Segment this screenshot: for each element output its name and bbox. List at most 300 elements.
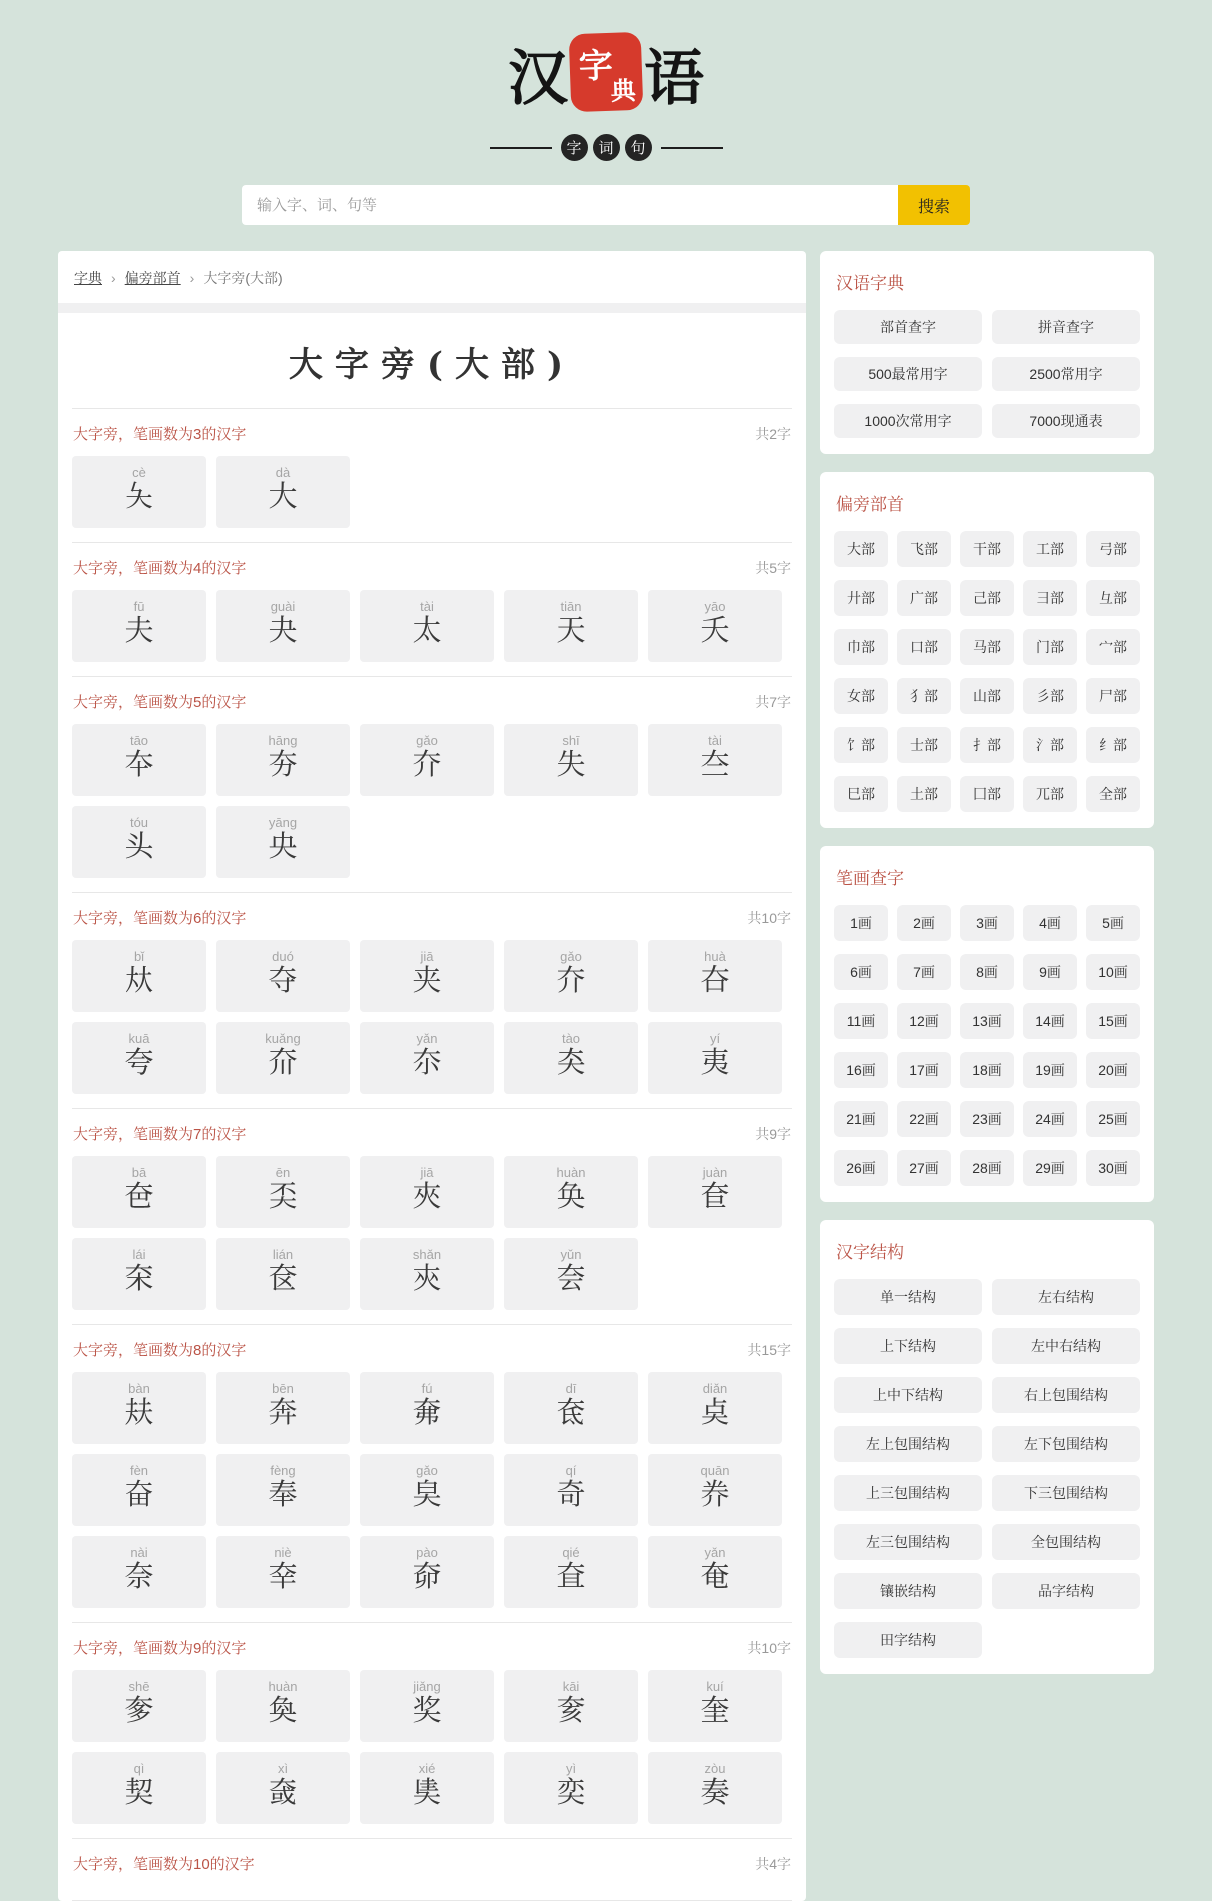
char-pinyin: shē bbox=[128, 1679, 150, 1694]
section-count: 共7字 bbox=[755, 693, 791, 710]
stroke-link-button[interactable]: 21画 bbox=[834, 1101, 888, 1137]
char-card[interactable] bbox=[72, 806, 206, 878]
char-card[interactable] bbox=[72, 1238, 206, 1310]
breadcrumb-separator: › bbox=[189, 270, 195, 286]
logo-subtitle-char: 句 bbox=[625, 134, 652, 161]
stroke-link-button[interactable]: 26画 bbox=[834, 1150, 888, 1186]
structure-link-button[interactable]: 全包围结构 bbox=[992, 1524, 1140, 1560]
stroke-link-button[interactable]: 28画 bbox=[960, 1150, 1014, 1186]
stroke-link-button[interactable]: 9画 bbox=[1023, 954, 1077, 990]
section-count: 共5字 bbox=[755, 559, 791, 576]
sidebar bbox=[820, 251, 1154, 1674]
char-glyph: 头 bbox=[124, 829, 154, 863]
char-glyph: 奔 bbox=[268, 1395, 298, 1429]
breadcrumb-divider-band bbox=[58, 303, 806, 313]
radical-link-button[interactable]: 土部 bbox=[897, 776, 951, 812]
char-pinyin: guài bbox=[270, 599, 296, 614]
char-card[interactable] bbox=[504, 724, 638, 796]
radical-link-button[interactable]: 纟部 bbox=[1086, 727, 1140, 763]
char-card[interactable] bbox=[216, 724, 350, 796]
char-glyph: 央 bbox=[268, 829, 298, 863]
char-pinyin: lián bbox=[272, 1247, 294, 1262]
char-glyph: 奒 bbox=[556, 1693, 586, 1727]
char-glyph: 奆 bbox=[700, 1179, 730, 1213]
char-card[interactable] bbox=[360, 1536, 494, 1608]
char-card[interactable] bbox=[504, 1372, 638, 1444]
char-pinyin: fú bbox=[421, 1381, 433, 1396]
stroke-link-button[interactable]: 13画 bbox=[960, 1003, 1014, 1039]
char-pinyin: jiǎng bbox=[413, 1679, 441, 1694]
char-card[interactable] bbox=[360, 590, 494, 662]
radical-link-button[interactable]: 广部 bbox=[897, 580, 951, 616]
char-glyph: 失 bbox=[556, 747, 586, 781]
char-glyph: 奍 bbox=[700, 1477, 730, 1511]
char-pinyin: bēn bbox=[272, 1381, 294, 1396]
char-glyph: 奌 bbox=[700, 1395, 730, 1429]
stroke-links bbox=[834, 905, 1140, 1186]
stroke-link-button[interactable]: 3画 bbox=[960, 905, 1014, 941]
char-pinyin: gǎo bbox=[416, 733, 438, 748]
char-card[interactable] bbox=[360, 1238, 494, 1310]
char-card[interactable] bbox=[648, 1752, 782, 1824]
section-strokes-5 bbox=[72, 677, 792, 893]
char-pinyin: huà bbox=[704, 949, 726, 964]
stroke-link-button[interactable]: 7画 bbox=[897, 954, 951, 990]
section-count: 共10字 bbox=[747, 1639, 791, 1656]
char-card[interactable] bbox=[216, 1156, 350, 1228]
char-pinyin: quān bbox=[700, 1463, 730, 1478]
char-card[interactable] bbox=[504, 590, 638, 662]
stroke-link-button[interactable]: 15画 bbox=[1086, 1003, 1140, 1039]
char-glyph: 夶 bbox=[124, 963, 154, 997]
char-glyph: 㚜 bbox=[268, 1775, 298, 1809]
section-header: 大字旁，笔画数为3的汉字 bbox=[73, 426, 247, 443]
stroke-link-button[interactable]: 11画 bbox=[834, 1003, 888, 1039]
radical-link-button[interactable]: 巾部 bbox=[834, 629, 888, 665]
char-pinyin: qí bbox=[565, 1463, 577, 1478]
site-header bbox=[0, 0, 1212, 225]
radical-link-button[interactable]: 氵部 bbox=[1023, 727, 1077, 763]
char-pinyin: dī bbox=[565, 1381, 577, 1396]
char-card[interactable] bbox=[648, 1372, 782, 1444]
section-header: 大字旁，笔画数为6的汉字 bbox=[73, 910, 247, 927]
structure-link-button[interactable]: 田字结构 bbox=[834, 1622, 982, 1658]
dictionary-links bbox=[834, 310, 1140, 438]
char-card[interactable] bbox=[648, 1670, 782, 1742]
breadcrumb-separator: › bbox=[111, 270, 116, 286]
char-pinyin: kāi bbox=[562, 1679, 580, 1694]
char-pinyin: tóu bbox=[129, 815, 149, 830]
stroke-link-button[interactable]: 12画 bbox=[897, 1003, 951, 1039]
char-card[interactable] bbox=[504, 1454, 638, 1526]
structure-link-button[interactable]: 上下结构 bbox=[834, 1328, 982, 1364]
radical-link-button[interactable]: 己部 bbox=[960, 580, 1014, 616]
char-card[interactable] bbox=[216, 456, 350, 528]
radical-link-button[interactable]: 全部 bbox=[1086, 776, 1140, 812]
dictionary-link-button[interactable]: 拼音查字 bbox=[992, 310, 1140, 344]
section-strokes-7 bbox=[72, 1109, 792, 1325]
radical-link-button[interactable]: 飞部 bbox=[897, 531, 951, 567]
radical-link-button[interactable]: 扌部 bbox=[960, 727, 1014, 763]
char-card[interactable] bbox=[216, 806, 350, 878]
char-glyph: 大 bbox=[268, 479, 298, 513]
radical-link-button[interactable]: 大部 bbox=[834, 531, 888, 567]
char-pinyin: gǎo bbox=[416, 1463, 438, 1478]
char-card[interactable] bbox=[360, 1372, 494, 1444]
char-pinyin: duó bbox=[272, 949, 294, 964]
radical-link-button[interactable]: 口部 bbox=[897, 629, 951, 665]
char-card[interactable] bbox=[72, 1156, 206, 1228]
char-glyph: 奄 bbox=[700, 1559, 730, 1593]
char-glyph: 奎 bbox=[700, 1693, 730, 1727]
char-pinyin: juàn bbox=[702, 1165, 728, 1180]
logo-subtitle bbox=[0, 134, 1212, 161]
char-glyph: 㚕 bbox=[412, 1395, 442, 1429]
char-glyph: 奃 bbox=[556, 1395, 586, 1429]
panel-strokes-title: 笔画查字 bbox=[836, 869, 904, 888]
radical-link-button[interactable]: 工部 bbox=[1023, 531, 1077, 567]
panel-dictionary-title: 汉语字典 bbox=[836, 274, 904, 293]
panel-radicals-title: 偏旁部首 bbox=[836, 495, 904, 514]
char-glyph: 夰 bbox=[412, 747, 442, 781]
char-card[interactable] bbox=[504, 940, 638, 1012]
char-card[interactable] bbox=[216, 1238, 350, 1310]
dictionary-link-button[interactable]: 1000次常用字 bbox=[834, 404, 982, 438]
char-pinyin: bā bbox=[131, 1165, 147, 1180]
char-card[interactable] bbox=[504, 1022, 638, 1094]
char-card[interactable] bbox=[72, 1536, 206, 1608]
radical-link-button[interactable]: 弓部 bbox=[1086, 531, 1140, 567]
stroke-link-button[interactable]: 24画 bbox=[1023, 1101, 1077, 1137]
char-card[interactable] bbox=[360, 1670, 494, 1742]
char-pinyin: zòu bbox=[704, 1761, 726, 1776]
char-pinyin: yí bbox=[709, 1031, 721, 1046]
char-card[interactable] bbox=[504, 1536, 638, 1608]
char-card[interactable] bbox=[216, 1454, 350, 1526]
stroke-link-button[interactable]: 2画 bbox=[897, 905, 951, 941]
char-glyph: 夫 bbox=[124, 613, 154, 647]
panel-structures-title: 汉字结构 bbox=[836, 1243, 904, 1262]
char-grid bbox=[72, 1372, 792, 1608]
char-card[interactable] bbox=[648, 1536, 782, 1608]
char-glyph: 夬 bbox=[268, 613, 298, 647]
search-input[interactable] bbox=[242, 185, 898, 225]
stroke-link-button[interactable]: 16画 bbox=[834, 1052, 888, 1088]
stroke-link-button[interactable]: 19画 bbox=[1023, 1052, 1077, 1088]
stroke-link-button[interactable]: 14画 bbox=[1023, 1003, 1077, 1039]
section-header: 大字旁，笔画数为5的汉字 bbox=[73, 694, 247, 711]
stroke-link-button[interactable]: 17画 bbox=[897, 1052, 951, 1088]
stroke-link-button[interactable]: 10画 bbox=[1086, 954, 1140, 990]
stroke-link-button[interactable]: 23画 bbox=[960, 1101, 1014, 1137]
search-button[interactable]: 搜索 bbox=[898, 185, 970, 225]
stroke-link-button[interactable]: 22画 bbox=[897, 1101, 951, 1137]
char-card[interactable] bbox=[216, 1536, 350, 1608]
char-card[interactable] bbox=[72, 590, 206, 662]
char-card[interactable] bbox=[360, 1752, 494, 1824]
dictionary-link-button[interactable]: 500最常用字 bbox=[834, 357, 982, 391]
char-pinyin: kuā bbox=[128, 1031, 150, 1046]
char-glyph: 奂 bbox=[556, 1179, 586, 1213]
char-pinyin: fèng bbox=[270, 1463, 296, 1478]
char-pinyin: tāo bbox=[129, 733, 149, 748]
section-strokes-3 bbox=[72, 409, 792, 543]
structure-link-button[interactable]: 左下包围结构 bbox=[992, 1426, 1140, 1462]
char-card[interactable] bbox=[72, 1022, 206, 1094]
char-glyph: 夻 bbox=[700, 963, 730, 997]
section-header: 大字旁，笔画数为9的汉字 bbox=[73, 1640, 247, 1657]
char-glyph: 㚗 bbox=[556, 1559, 586, 1593]
char-card[interactable] bbox=[216, 1670, 350, 1742]
char-pinyin: huàn bbox=[556, 1165, 586, 1180]
char-glyph: 奈 bbox=[124, 1559, 154, 1593]
char-glyph: 契 bbox=[124, 1775, 154, 1809]
radical-link-button[interactable]: 巳部 bbox=[834, 776, 888, 812]
stroke-link-button[interactable]: 5画 bbox=[1086, 905, 1140, 941]
char-card[interactable] bbox=[648, 1454, 782, 1526]
structure-link-button[interactable]: 左三包围结构 bbox=[834, 1524, 982, 1560]
radical-link-button[interactable]: 马部 bbox=[960, 629, 1014, 665]
logo-line-right bbox=[661, 147, 723, 149]
stroke-link-button[interactable]: 20画 bbox=[1086, 1052, 1140, 1088]
char-pinyin: shǎn bbox=[412, 1247, 442, 1262]
radical-link-button[interactable]: 尸部 bbox=[1086, 678, 1140, 714]
breadcrumb-current: 大字旁(大部) bbox=[203, 270, 283, 286]
char-glyph: 太 bbox=[412, 613, 442, 647]
char-glyph: 奇 bbox=[556, 1477, 586, 1511]
char-card[interactable] bbox=[72, 1454, 206, 1526]
structure-link-button[interactable]: 上三包围结构 bbox=[834, 1475, 982, 1511]
char-card[interactable] bbox=[216, 1022, 350, 1094]
radical-link-button[interactable]: 廾部 bbox=[834, 580, 888, 616]
char-card[interactable] bbox=[360, 1454, 494, 1526]
radical-link-button[interactable]: 女部 bbox=[834, 678, 888, 714]
char-card[interactable] bbox=[648, 1156, 782, 1228]
stroke-link-button[interactable]: 27画 bbox=[897, 1150, 951, 1186]
char-pinyin: shī bbox=[562, 733, 580, 748]
structure-link-button[interactable]: 单一结构 bbox=[834, 1279, 982, 1315]
char-grid bbox=[72, 1670, 792, 1824]
char-card[interactable] bbox=[360, 1156, 494, 1228]
logo-stamp-char-bottom: 典 bbox=[610, 75, 637, 106]
char-glyph: 夷 bbox=[700, 1045, 730, 1079]
char-pinyin: fū bbox=[133, 599, 145, 614]
stroke-link-button[interactable]: 1画 bbox=[834, 905, 888, 941]
stroke-link-button[interactable]: 30画 bbox=[1086, 1150, 1140, 1186]
structure-link-button[interactable]: 品字结构 bbox=[992, 1573, 1140, 1609]
char-glyph: 奖 bbox=[412, 1693, 442, 1727]
char-card[interactable] bbox=[504, 1670, 638, 1742]
section-count: 共15字 bbox=[747, 1341, 791, 1358]
char-card[interactable] bbox=[72, 456, 206, 528]
logo-subtitle-char: 词 bbox=[593, 134, 620, 161]
char-glyph: 㚔 bbox=[268, 1559, 298, 1593]
char-glyph: 奏 bbox=[700, 1775, 730, 1809]
dictionary-link-button[interactable]: 部首查字 bbox=[834, 310, 982, 344]
char-card[interactable] bbox=[72, 724, 206, 796]
char-glyph: 夰 bbox=[556, 963, 586, 997]
char-glyph: 奋 bbox=[124, 1477, 154, 1511]
radical-link-button[interactable]: 山部 bbox=[960, 678, 1014, 714]
logo-red-stamp bbox=[569, 32, 644, 112]
char-card[interactable] bbox=[72, 940, 206, 1012]
breadcrumb-link-radicals[interactable]: 偏旁部首 bbox=[124, 270, 181, 286]
stroke-link-button[interactable]: 6画 bbox=[834, 954, 888, 990]
radical-link-button[interactable]: 犭部 bbox=[897, 678, 951, 714]
radical-link-button[interactable]: 门部 bbox=[1023, 629, 1077, 665]
char-pinyin: niè bbox=[274, 1545, 292, 1560]
char-card[interactable] bbox=[648, 1022, 782, 1094]
structure-link-button[interactable]: 镶嵌结构 bbox=[834, 1573, 982, 1609]
char-pinyin: diǎn bbox=[702, 1381, 728, 1396]
page-title: 大字旁(大部) bbox=[288, 345, 576, 385]
char-pinyin: xié bbox=[418, 1761, 436, 1776]
char-pinyin: pào bbox=[416, 1545, 438, 1560]
char-card[interactable] bbox=[504, 1238, 638, 1310]
char-pinyin: tài bbox=[420, 599, 434, 614]
section-header: 大字旁，笔画数为7的汉字 bbox=[73, 1126, 247, 1143]
char-card[interactable] bbox=[360, 1022, 494, 1094]
dictionary-link-button[interactable]: 2500常用字 bbox=[992, 357, 1140, 391]
char-glyph: 奊 bbox=[412, 1775, 442, 1809]
stroke-link-button[interactable]: 25画 bbox=[1086, 1101, 1140, 1137]
stroke-link-button[interactable]: 8画 bbox=[960, 954, 1014, 990]
radical-link-button[interactable]: 彡部 bbox=[1023, 678, 1077, 714]
section-header: 大字旁，笔画数为4的汉字 bbox=[73, 560, 247, 577]
main-content-card bbox=[58, 251, 806, 1901]
char-pinyin: yǔn bbox=[560, 1247, 582, 1262]
search-bar bbox=[242, 185, 970, 225]
char-glyph: 夵 bbox=[412, 1045, 442, 1079]
panel-structures bbox=[820, 1220, 1154, 1674]
char-pinyin: dà bbox=[275, 465, 291, 480]
logo-subtitle-char: 字 bbox=[561, 134, 588, 161]
char-card[interactable] bbox=[648, 940, 782, 1012]
radical-link-button[interactable]: 饣部 bbox=[834, 727, 888, 763]
breadcrumb bbox=[58, 251, 806, 303]
char-glyph: 夲 bbox=[124, 747, 154, 781]
char-glyph: 奀 bbox=[268, 1179, 298, 1213]
char-card[interactable] bbox=[216, 1372, 350, 1444]
char-pinyin: ēn bbox=[275, 1165, 291, 1180]
logo-left-char: 汉 bbox=[508, 44, 568, 114]
radical-link-button[interactable]: 士部 bbox=[897, 727, 951, 763]
char-card[interactable] bbox=[504, 1752, 638, 1824]
char-pinyin: gǎo bbox=[560, 949, 582, 964]
char-card[interactable] bbox=[360, 940, 494, 1012]
char-card[interactable] bbox=[72, 1372, 206, 1444]
char-glyph: 夭 bbox=[700, 613, 730, 647]
radical-link-button[interactable]: 彑部 bbox=[1086, 580, 1140, 616]
structure-link-button[interactable]: 上中下结构 bbox=[834, 1377, 982, 1413]
char-pinyin: yǎn bbox=[704, 1545, 726, 1560]
breadcrumb-link-dictionary[interactable]: 字典 bbox=[74, 270, 102, 286]
char-glyph: 奓 bbox=[124, 1693, 154, 1727]
radical-link-button[interactable]: 干部 bbox=[960, 531, 1014, 567]
char-pinyin: nài bbox=[130, 1545, 148, 1560]
char-glyph: 奁 bbox=[268, 1261, 298, 1295]
section-header: 大字旁，笔画数为10的汉字 bbox=[73, 1856, 255, 1873]
char-card[interactable] bbox=[648, 590, 782, 662]
radical-link-button[interactable]: 宀部 bbox=[1086, 629, 1140, 665]
radical-link-button[interactable]: 囗部 bbox=[960, 776, 1014, 812]
logo-line-left bbox=[490, 147, 552, 149]
structure-link-button[interactable]: 左中右结构 bbox=[992, 1328, 1140, 1364]
char-glyph: 夳 bbox=[700, 747, 730, 781]
char-pinyin: tiān bbox=[560, 599, 582, 614]
char-pinyin: bǐ bbox=[133, 949, 145, 964]
radical-link-button[interactable]: 兀部 bbox=[1023, 776, 1077, 812]
char-pinyin: cè bbox=[132, 465, 146, 480]
char-pinyin: kuí bbox=[706, 1679, 724, 1694]
char-glyph: 㚖 bbox=[412, 1477, 442, 1511]
char-grid bbox=[72, 1156, 792, 1310]
char-pinyin: yāo bbox=[704, 599, 726, 614]
char-pinyin: bàn bbox=[128, 1381, 150, 1396]
char-card[interactable] bbox=[648, 724, 782, 796]
section-strokes-9 bbox=[72, 1623, 792, 1839]
char-pinyin: yāng bbox=[268, 815, 298, 830]
char-card[interactable] bbox=[72, 1752, 206, 1824]
char-glyph: 㚓 bbox=[124, 1261, 154, 1295]
logo-stamp-char-top: 字 bbox=[578, 45, 614, 87]
char-grid bbox=[72, 456, 792, 528]
structure-link-button[interactable]: 左右结构 bbox=[992, 1279, 1140, 1315]
char-card[interactable] bbox=[504, 1156, 638, 1228]
char-card[interactable] bbox=[216, 590, 350, 662]
char-pinyin: qié bbox=[562, 1545, 580, 1560]
char-glyph: 天 bbox=[556, 613, 586, 647]
stroke-link-button[interactable]: 4画 bbox=[1023, 905, 1077, 941]
logo-home-link[interactable] bbox=[0, 26, 1212, 132]
char-card[interactable] bbox=[72, 1670, 206, 1742]
char-glyph: 奐 bbox=[268, 1693, 298, 1727]
structure-link-button[interactable]: 右上包围结构 bbox=[992, 1377, 1140, 1413]
section-count: 共9字 bbox=[755, 1125, 791, 1142]
char-card[interactable] bbox=[360, 724, 494, 796]
char-pinyin: yǎn bbox=[416, 1031, 438, 1046]
structure-link-button[interactable]: 下三包围结构 bbox=[992, 1475, 1140, 1511]
char-pinyin: lái bbox=[132, 1247, 146, 1262]
section-strokes-6 bbox=[72, 893, 792, 1109]
radical-links bbox=[834, 531, 1140, 812]
char-glyph: 夯 bbox=[268, 747, 298, 781]
section-count: 共10字 bbox=[747, 909, 791, 926]
stroke-link-button[interactable]: 18画 bbox=[960, 1052, 1014, 1088]
char-pinyin: yì bbox=[565, 1761, 577, 1776]
radical-link-button[interactable]: 彐部 bbox=[1023, 580, 1077, 616]
stroke-link-button[interactable]: 29画 bbox=[1023, 1150, 1077, 1186]
char-glyph: 夺 bbox=[268, 963, 298, 997]
structure-links bbox=[834, 1279, 1140, 1658]
char-glyph: 奕 bbox=[556, 1775, 586, 1809]
char-pinyin: hāng bbox=[268, 733, 298, 748]
char-card[interactable] bbox=[216, 1752, 350, 1824]
section-count: 共4字 bbox=[755, 1855, 791, 1872]
logo-right-char: 语 bbox=[644, 44, 704, 114]
panel-strokes bbox=[820, 846, 1154, 1202]
logo-subtitle-badges bbox=[561, 134, 652, 161]
char-glyph: 奉 bbox=[268, 1477, 298, 1511]
char-glyph: 㚘 bbox=[124, 1395, 154, 1429]
section-strokes-8 bbox=[72, 1325, 792, 1623]
dictionary-link-button[interactable]: 7000现通表 bbox=[992, 404, 1140, 438]
structure-link-button[interactable]: 左上包围结构 bbox=[834, 1426, 982, 1462]
char-glyph: 㚒 bbox=[412, 1261, 442, 1295]
char-card[interactable] bbox=[216, 940, 350, 1012]
char-glyph: 夽 bbox=[556, 1261, 586, 1295]
char-pinyin: tài bbox=[708, 733, 722, 748]
